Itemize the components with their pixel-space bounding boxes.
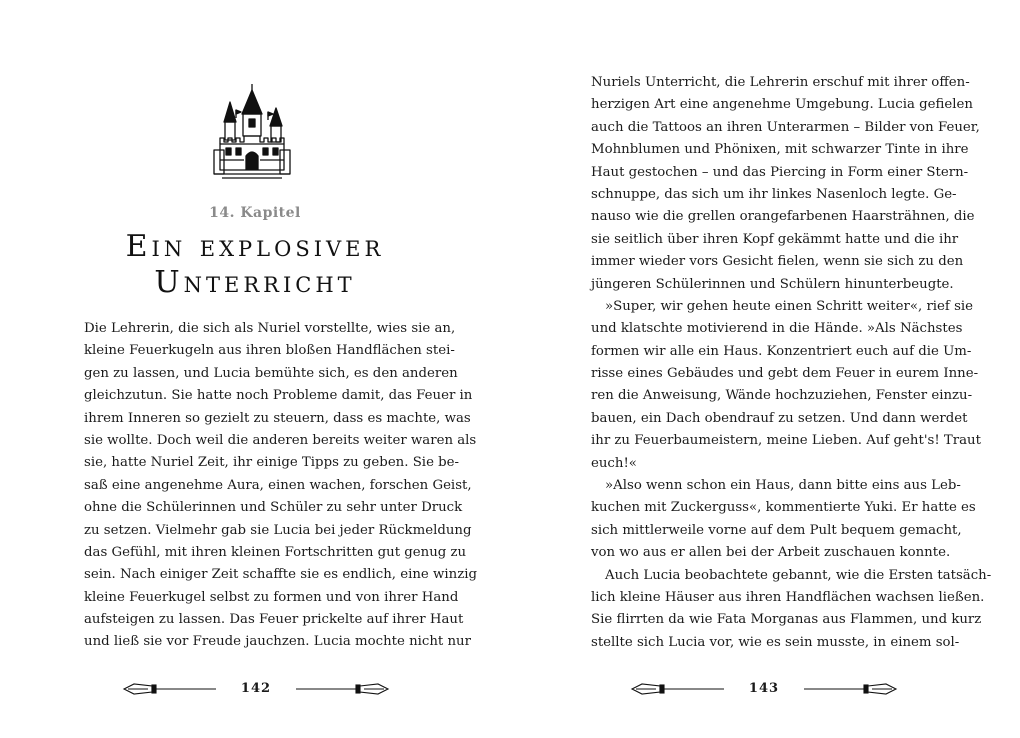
text-line: ohne die Schülerinnen und Schüler zu sehr unter Druck xyxy=(84,500,463,516)
text-line: ihr zu Feuerbaumeistern, meine Lieben. Auf geht's! Traut xyxy=(591,433,981,449)
text-line: kuchen mit Zuckerguss«, kommentierte Yuki. Er hatte es xyxy=(591,500,976,516)
left-body-text xyxy=(84,318,477,654)
text-line: bauen, ein Dach obendrauf zu setzen. Und dann werdet xyxy=(591,410,968,426)
text-line: Haut gestochen – und das Piercing in Form einer Stern- xyxy=(591,164,969,180)
page-number: 143 xyxy=(748,681,780,696)
text-line: sie, hatte Nuriel Zeit, ihr einige Tipps zu geben. Sie be- xyxy=(84,455,460,471)
text-line: kleine Feuerkugel selbst zu formen und von ihrer Hand xyxy=(84,589,459,605)
text-line: Auch Lucia beobachtete gebannt, wie die Ersten tatsäch- xyxy=(605,567,992,583)
text-line: zu setzen. Vielmehr gab sie Lucia bei jeder Rückmeldung xyxy=(84,522,472,538)
text-line: »Also wenn schon ein Haus, dann bitte eins aus Leb- xyxy=(605,478,961,494)
right-page xyxy=(510,0,1020,738)
text-line: das Gefühl, mit ihren kleinen Fortschritten gut genug zu xyxy=(84,544,467,560)
text-line: und ließ sie vor Freude jauchzen. Lucia mochte nicht nur xyxy=(84,634,471,650)
text-line: Die Lehrerin, die sich als Nuriel vorstellte, wies sie an, xyxy=(84,321,456,336)
text-line: »Super, wir gehen heute einen Schritt weiter«, rief sie xyxy=(605,298,974,314)
text-line: gen zu lassen, und Lucia bemühte sich, es den anderen xyxy=(84,365,458,381)
text-line: jüngeren Schülerinnen und Schülern hinunterbeugte. xyxy=(591,276,954,292)
text-line: herzigen Art eine angenehme Umgebung. Lucia gefielen xyxy=(591,97,973,113)
text-line: aufsteigen zu lassen. Das Feuer prickelte auf ihrer Haut xyxy=(84,612,464,628)
text-line: stellte sich Lucia vor, wie es sein musste, in einem sol- xyxy=(591,634,960,650)
text-line: auch die Tattoos an ihren Unterarmen – Bilder von Feuer, xyxy=(591,119,980,135)
chapter-label: 14. Kapitel xyxy=(209,205,301,221)
chapter-title xyxy=(0,229,510,301)
text-line: ren die Anweisung, Wände hochzuziehen, Fenster einzu- xyxy=(591,388,973,404)
page-number: 142 xyxy=(240,681,272,696)
text-line: kleine Feuerkugeln aus ihren bloßen Handflächen stei- xyxy=(84,343,455,359)
text-line: risse eines Gebäudes und gebt dem Feuer in eurem Inne- xyxy=(591,366,979,382)
text-line: lich kleine Häuser aus ihren Handflächen wachsen ließen. xyxy=(591,589,985,605)
text-line: nauso wie die grellen orangefarbenen Haarsträhnen, die xyxy=(591,209,975,225)
chapter-title-line: Unterricht xyxy=(154,265,356,300)
text-line: und klatschte motivierend in die Hände. »Als Nächstes xyxy=(591,321,963,337)
text-line: euch!« xyxy=(591,455,637,471)
text-line: ihrem Inneren so gezielt zu steuern, dass es machte, was xyxy=(84,410,471,426)
arrow-ornament-icon xyxy=(294,681,390,697)
text-line: saß eine angenehme Aura, einen wachen, forschen Geist, xyxy=(84,477,472,493)
text-line: sie wollte. Doch weil die anderen bereits weiter waren als xyxy=(84,432,477,448)
text-line: sein. Nach einiger Zeit schaffte sie es endlich, eine winzig xyxy=(84,567,477,583)
chapter-title-line: Ein explosiver xyxy=(125,229,385,264)
text-line: sie seitlich über ihren Kopf gekämmt hatte und die ihr xyxy=(591,231,959,247)
text-line: von wo aus er allen bei der Arbeit zuschauen konnte. xyxy=(591,545,951,561)
text-line: gleichzutun. Sie hatte noch Probleme damit, das Feuer in xyxy=(84,388,473,404)
text-line: Sie flirrten da wie Fata Morganas aus Flammen, und kurz xyxy=(591,612,982,628)
right-body-text xyxy=(591,72,992,654)
text-line: Nuriels Unterricht, die Lehrerin erschuf mit ihrer offen- xyxy=(591,75,970,90)
text-line: schnuppe, das sich um ihr linkes Nasenloch legte. Ge- xyxy=(591,186,957,202)
arrow-ornament-icon xyxy=(802,681,898,697)
castle-icon xyxy=(212,88,292,184)
page-footer xyxy=(630,676,898,702)
text-line: Mohnblumen und Phönixen, mit schwarzer Tinte in ihre xyxy=(591,142,969,158)
text-line: immer wieder vors Gesicht fielen, wenn sie sich zu den xyxy=(591,254,964,270)
text-line: formen wir alle ein Haus. Konzentriert euch auf die Um- xyxy=(591,343,972,359)
page-footer xyxy=(122,676,390,702)
text-line: sich mittlerweile vorne auf dem Pult bequem gemacht, xyxy=(591,522,962,538)
